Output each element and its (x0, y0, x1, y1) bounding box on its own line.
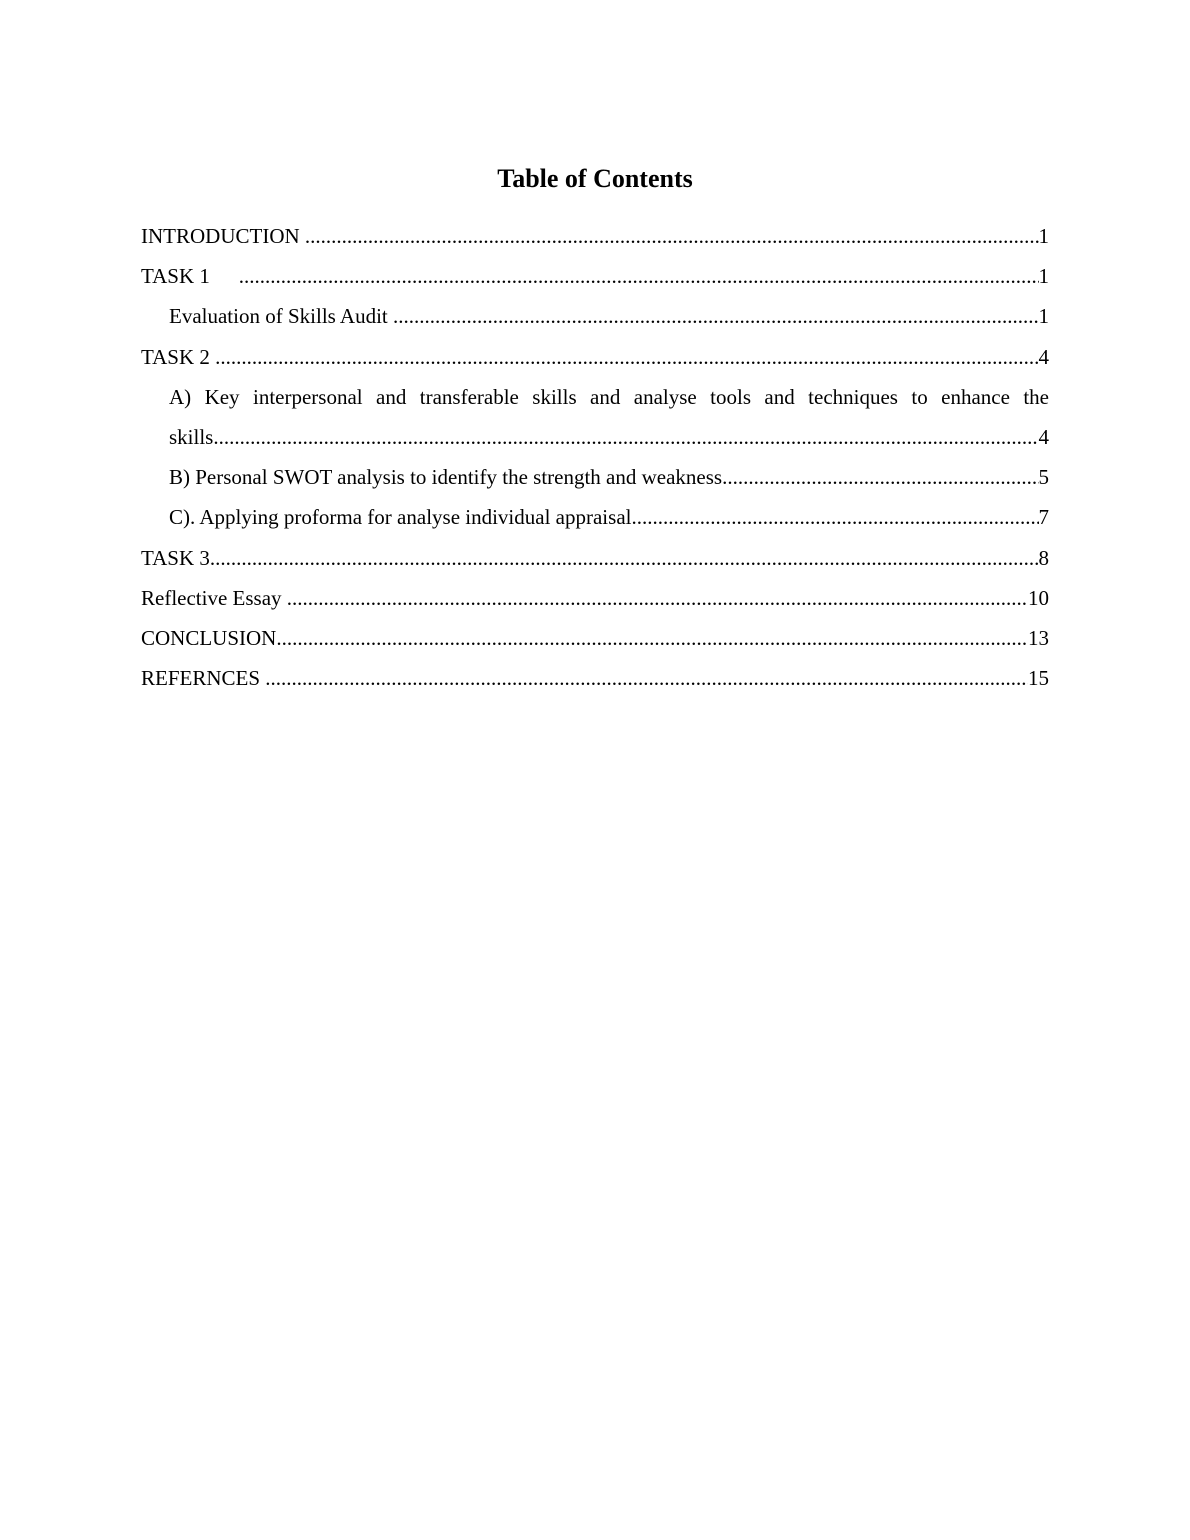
toc-entry-evaluation-skills-audit[interactable] (169, 296, 1049, 336)
toc-entry-task-3[interactable] (141, 538, 1049, 578)
toc-leader-dots (239, 256, 1039, 296)
toc-entry-label: Reflective Essay (141, 585, 287, 610)
toc-entry-conclusion[interactable] (141, 618, 1049, 658)
toc-leader-dots (287, 578, 1028, 618)
toc-entry-applying-proforma[interactable] (169, 497, 1049, 537)
toc-entry-reflective-essay[interactable] (141, 578, 1049, 618)
toc-entry-label-line-1: A) Key interpersonal and transferable skills and analyse tools and techniques to enhance the (169, 384, 1049, 409)
toc-page-number: 1 (1038, 264, 1049, 289)
table-of-contents (141, 216, 1049, 698)
toc-entry-personal-swot[interactable] (169, 457, 1049, 497)
toc-entry-label: TASK 3 (141, 545, 210, 570)
toc-entry-label-line-2: skills (169, 424, 214, 449)
toc-page-number: 15 (1028, 666, 1049, 691)
toc-entry-introduction[interactable] (141, 216, 1049, 256)
toc-entry-task-2[interactable] (141, 337, 1049, 377)
toc-page-number: 4 (1038, 424, 1049, 449)
toc-entry-references[interactable] (141, 658, 1049, 698)
toc-entry-label: B) Personal SWOT analysis to identify the strength and weakness (169, 465, 723, 490)
toc-entry-label: C). Applying proforma for analyse individual appraisal (169, 505, 632, 530)
toc-title: Table of Contents (497, 164, 693, 193)
toc-entry-label: TASK 1 (141, 264, 210, 289)
toc-page-number: 13 (1028, 625, 1049, 650)
toc-leader-dots (305, 216, 1039, 256)
toc-page-number: 5 (1038, 465, 1049, 490)
toc-leader-dots (722, 457, 1038, 497)
toc-page-number: 4 (1038, 344, 1049, 369)
toc-page-number: 8 (1038, 545, 1049, 570)
toc-leader-dots (265, 658, 1028, 698)
toc-entry-label: TASK 2 (141, 344, 216, 369)
toc-entry-label: INTRODUCTION (141, 224, 305, 248)
toc-leader-dots (631, 497, 1038, 537)
toc-entry-label: Evaluation of Skills Audit (169, 304, 393, 329)
toc-entry-label: REFERNCES (141, 666, 266, 691)
toc-leader-dots (276, 618, 1028, 658)
toc-entry-task-1[interactable] (141, 256, 1049, 296)
toc-page-number: 7 (1038, 505, 1049, 530)
toc-leader-dots (215, 337, 1038, 377)
toc-leader-dots (213, 417, 1038, 457)
toc-entry-key-interpersonal-skills[interactable] (169, 377, 1049, 457)
toc-leader-dots (210, 538, 1039, 578)
toc-page-number: 10 (1028, 585, 1049, 610)
toc-entry-label: CONCLUSION (141, 625, 277, 650)
toc-leader-dots (393, 296, 1039, 336)
toc-page-number: 1 (1038, 224, 1049, 248)
toc-page-number: 1 (1038, 304, 1049, 329)
